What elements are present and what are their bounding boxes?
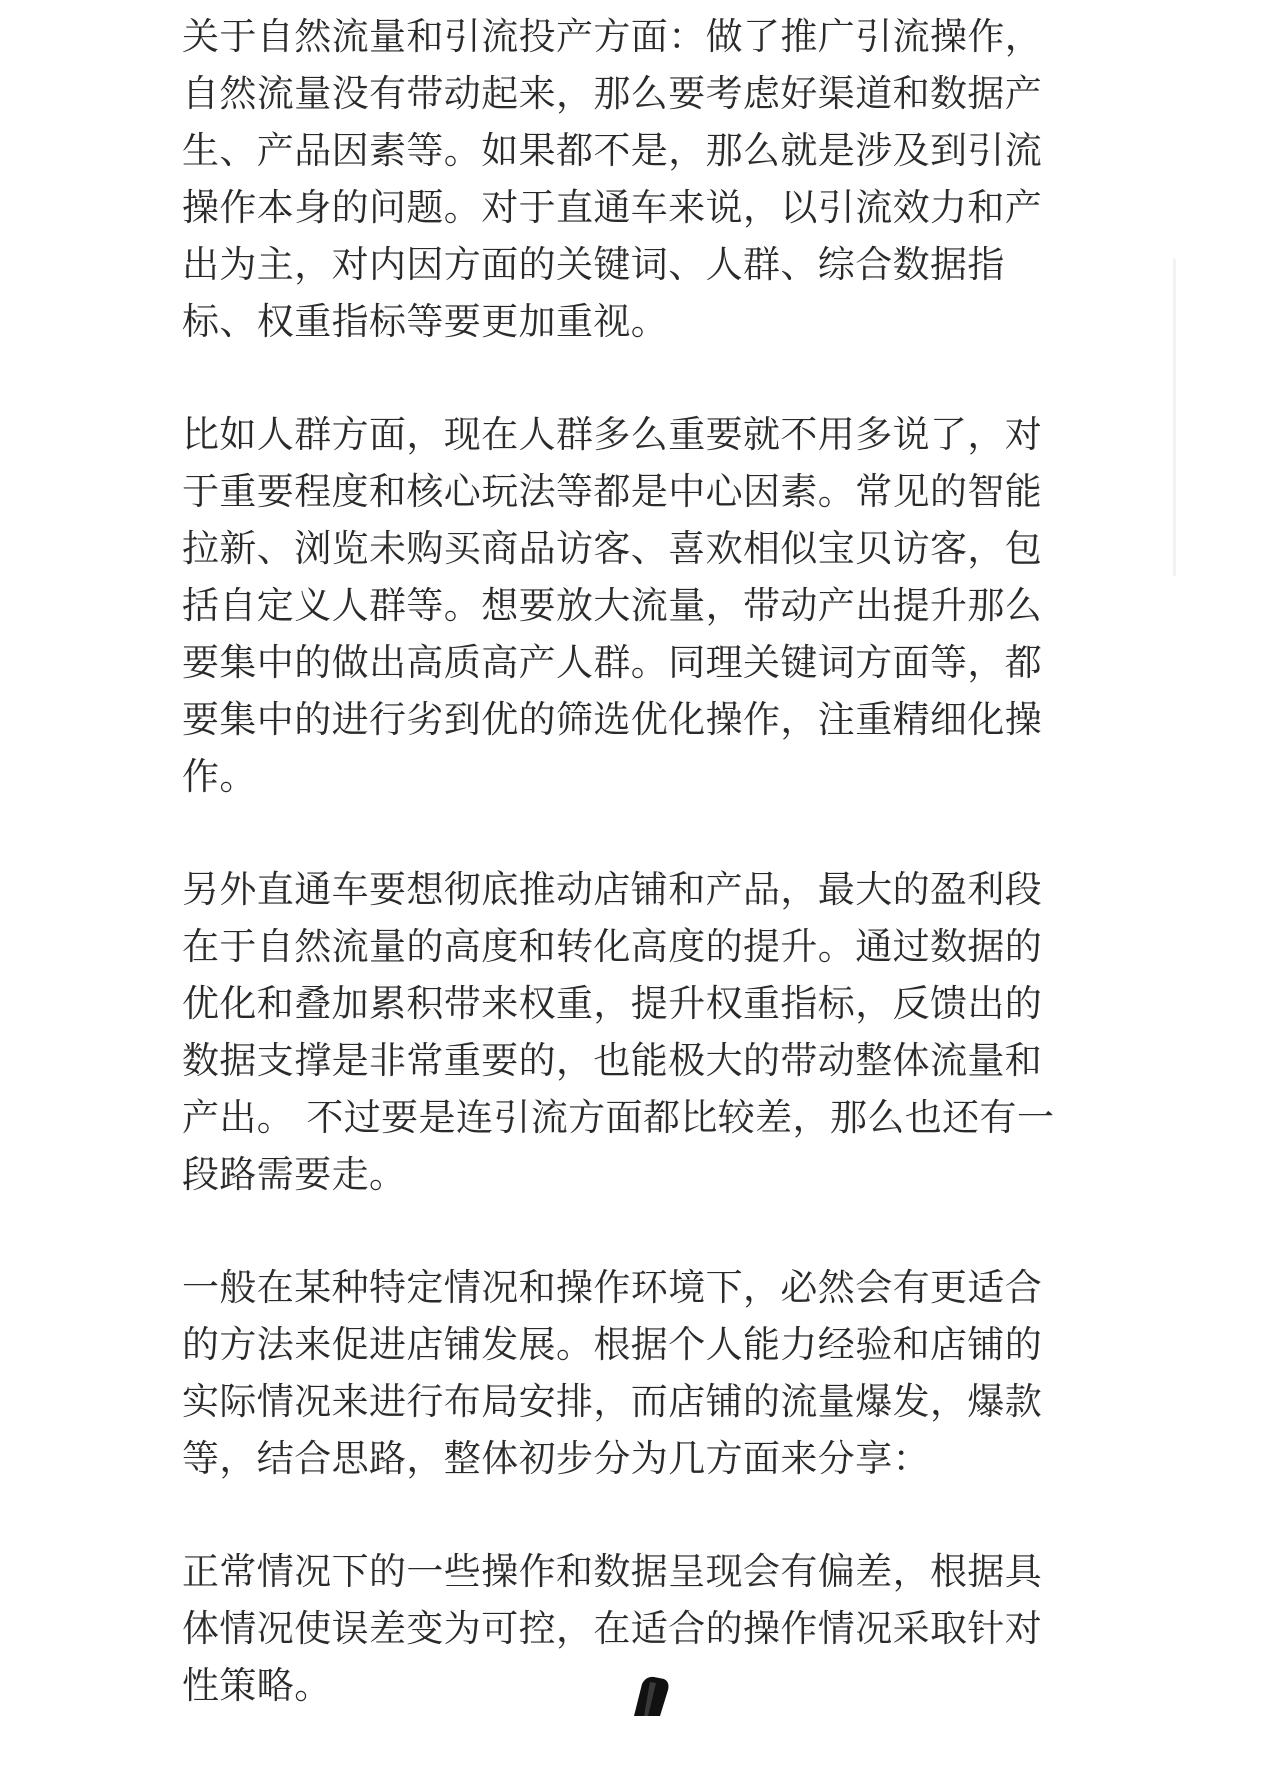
text-line: 的方法来促进店铺发展。根据个人能力经验和店铺的 [182, 1323, 1043, 1366]
text-line: 关于自然流量和引流投产方面：做了推广引流操作， [182, 15, 1043, 58]
paragraph-4 [182, 1259, 1102, 1487]
text-line: 作。 [182, 755, 257, 798]
text-line: 要集中的做出高质高产人群。同理关键词方面等，都 [182, 641, 1043, 684]
text-line: 段路需要走。 [182, 1153, 407, 1196]
text-line: 出为主，对内因方面的关键词、人群、综合数据指 [182, 243, 1005, 286]
text-line: 实际情况来进行布局安排，而店铺的流量爆发，爆款 [182, 1380, 1043, 1423]
text-line: 要集中的进行劣到优的筛选优化操作，注重精细化操 [182, 698, 1043, 741]
text-line: 等，结合思路，整体初步分为几方面来分享： [182, 1437, 930, 1480]
text-line: 括自定义人群等。想要放大流量，带动产出提升那么 [182, 584, 1043, 627]
text-line: 另外直通车要想彻底推动店铺和产品，最大的盈利段 [182, 868, 1043, 911]
text-line: 拉新、浏览未购买商品访客、喜欢相似宝贝访客，包 [182, 527, 1043, 570]
text-line: 一般在某种特定情况和操作环境下，必然会有更适合 [182, 1266, 1043, 1309]
text-line: 操作本身的问题。对于直通车来说，以引流效力和产 [182, 186, 1043, 229]
text-line: 数据支撑是非常重要的，也能极大的带动整体流量和 [182, 1039, 1043, 1082]
scrollbar-track [1173, 258, 1176, 576]
text-line: 性策略。 [182, 1664, 332, 1707]
text-line: 生、产品因素等。如果都不是，那么就是涉及到引流 [182, 129, 1043, 172]
paragraph-3 [182, 861, 1102, 1203]
text-line: 自然流量没有带动起来，那么要考虑好渠道和数据产 [182, 72, 1043, 115]
text-line: 优化和叠加累积带来权重，提升权重指标，反馈出的 [182, 982, 1043, 1025]
text-line: 于重要程度和核心玩法等都是中心因素。常见的智能 [182, 470, 1043, 513]
text-line: 标、权重指标等要更加重视。 [182, 300, 669, 343]
article-body [182, 8, 1102, 1770]
text-line: 比如人群方面，现在人群多么重要就不用多说了，对 [182, 413, 1043, 456]
text-line: 正常情况下的一些操作和数据呈现会有偏差，根据具 [182, 1550, 1043, 1593]
pen-icon [620, 1676, 680, 1716]
paragraph-1 [182, 8, 1102, 350]
text-line: 产出。 不过要是连引流方面都比较差，那么也还有一 [182, 1096, 1055, 1139]
text-line: 体情况使误差变为可控，在适合的操作情况采取针对 [182, 1607, 1043, 1650]
paragraph-2 [182, 406, 1102, 805]
text-line: 在于自然流量的高度和转化高度的提升。通过数据的 [182, 925, 1043, 968]
